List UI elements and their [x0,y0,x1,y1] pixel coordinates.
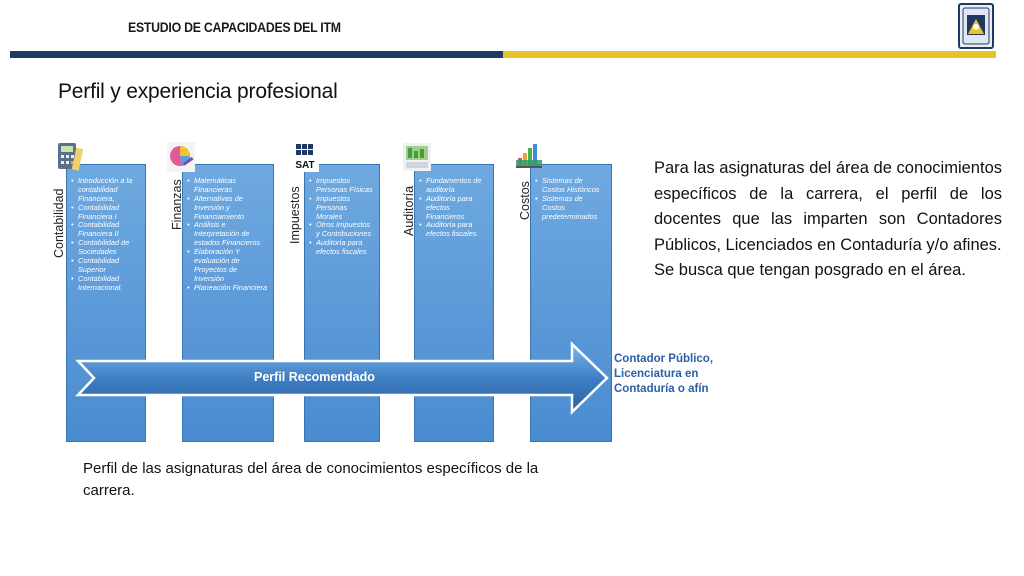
list-item: • Contabilidad Superior [71,257,141,275]
header-bar-blue [10,51,503,58]
list-item: • Auditoría para efectos fiscales [309,239,375,257]
list-item: • Contabilidad de Sociedades [71,239,141,257]
list-item: • Otros Impuestos y Contribuciones [309,221,375,239]
sat-badge-text: SAT [295,160,315,171]
column-label-contabilidad: Contabilidad [52,188,66,258]
column-label-costos: Costos [518,181,532,220]
list-item: • Auditoría para efectos Financieros [419,195,489,222]
header-title: ESTUDIO DE CAPACIDADES DEL ITM [128,19,341,35]
list-item: • Contabilidad Financiera II [71,221,141,239]
result-line: Licenciatura en [614,367,699,380]
list-item: • Auditoría para efectos fiscales [419,221,489,239]
column-label-impuestos: Impuestos [288,186,302,244]
list-item: • Análisis e Interpretación de estados Financieros [187,221,269,248]
list-item: • Contabilidad Internacional. [71,275,141,293]
list-item: • Introducción a la contabilidad Financiera, [71,177,141,204]
column-contabilidad-list [71,177,141,292]
header-bar-gold [503,51,996,58]
result-line: Contaduría o afín [614,382,709,395]
list-item: • Impuestos Personas Morales [309,195,375,222]
profile-description [654,156,1002,284]
arrow-label: Perfil Recomendado [254,370,375,384]
column-label-finanzas: Finanzas [170,179,184,230]
list-item: • Elaboración Y evaluación de Proyectos de Inversión [187,248,269,284]
list-item: • Sistemas de Costos Históricos [535,177,607,195]
result-line: Contador Público, [614,353,714,365]
column-costos-list [535,177,607,221]
recommended-profile-result [614,352,734,397]
list-item: • Fundamentos de auditoría [419,177,489,195]
column-auditoria-list [419,177,489,239]
diagram-caption: Perfil de las asignaturas del área de conocimientos específicos de la carrera. [83,460,539,499]
list-item: • Impuestos Personas Físicas [309,177,375,195]
header-bar [10,51,996,58]
list-item: • Matemáticas Financieras [187,177,269,195]
recommended-profile-arrow [72,341,612,415]
page-subtitle: Perfil y experiencia profesional [58,80,338,103]
column-impuestos-list [309,177,375,257]
list-item: • Contabilidad Financiera I [71,204,141,222]
description-paragraph: Para las asignaturas del área de conocimientos específicos de la carrera, el perfil de los docentes que las imparten son Contadores Públicos, Licenciados en Contaduría y/o afines. [654,159,1002,254]
column-finanzas-list [187,177,269,292]
itm-seal-icon [962,7,990,45]
list-item: • Sistemas de Costos predeterminados [535,195,607,222]
list-item: • Planeación Financiera [187,284,269,293]
column-label-auditoria: Auditoría [402,185,416,236]
list-item: • Alternativas de Inversión y Financiamiento [187,195,269,222]
itm-logo [958,3,994,49]
profile-diagram [52,138,614,444]
description-paragraph: Se busca que tengan posgrado en el área. [654,261,966,279]
